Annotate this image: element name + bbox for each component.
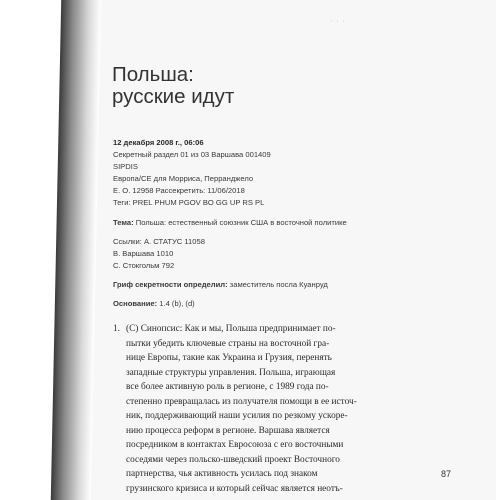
paragraph-line: грузинского кризиса и который сейчас является неотъ-	[126, 483, 343, 494]
cable-metadata	[113, 137, 463, 310]
cable-classified-by	[113, 279, 463, 291]
paragraph-line: все более активную роль в регионе, с 1989 года по-	[126, 382, 329, 392]
cable-ref-b: В. Варшава 1010	[113, 248, 174, 258]
cable-subject	[113, 217, 463, 229]
paragraph-line: соседями через польско-шведский проект Восточного	[126, 454, 340, 465]
meta-gap	[113, 210, 463, 217]
paragraph-line: нию процесса реформ в регионе. Варшава является	[126, 425, 330, 436]
page-number: 87	[441, 469, 452, 479]
cable-classification-section: Секретный раздел 01 из 03 Варшава 001409	[113, 150, 271, 160]
paragraph-line: посредником в контактах Евросоюза с его восточными	[126, 440, 344, 450]
cable-ref-c: С. Стокгольм 792	[113, 260, 175, 270]
body-paragraph	[113, 322, 453, 496]
chapter-title-line-1: Польша:	[112, 63, 194, 86]
cable-date: 12 декабря 2008 г., 06:06	[113, 138, 204, 147]
paragraph-line: партнерства, чья активность усилась под знаком	[126, 469, 318, 479]
paragraph-number: 1.	[113, 324, 120, 334]
subject-value: Польша: естественный союзник США в восточной политике	[133, 217, 347, 227]
meta-gap	[113, 272, 463, 279]
reason-value: 1.4 (b), (d)	[157, 299, 195, 309]
classified-by-value: заместитель посла Куанруд	[227, 279, 328, 289]
cable-reason	[113, 298, 463, 310]
chapter-title-line-2: русские идут	[112, 85, 235, 108]
running-header: · · ·	[330, 18, 346, 25]
cable-sipdis: SIPDIS	[113, 162, 138, 172]
meta-gap	[113, 229, 463, 236]
cable-tags: Теги: PREL PHUM PGOV BO GG UP RS PL	[113, 198, 265, 208]
meta-gap	[113, 291, 463, 298]
paragraph-line: степенно превращалась из получателя помощи в ее источ-	[126, 396, 357, 407]
paragraph-line: западные структуры управления. Польша, играющая	[126, 367, 336, 378]
paragraph-line: нице Европы, такие как Украина и Грузия, перенять	[126, 353, 332, 363]
paragraph-line: ник, поддерживающий наши усилия по резкому ускоре-	[126, 411, 348, 421]
classified-by-label: Гриф секретности определил:	[113, 279, 228, 289]
paragraph-line: пытки убедить ключевые страны на восточной гра-	[126, 338, 330, 349]
chapter-title	[112, 64, 234, 108]
subject-label: Тема:	[113, 217, 134, 227]
paragraph-line: (С) Синопсис: Как и мы, Польша предпринимает по-	[126, 324, 336, 334]
cable-eo: Е. О. 12958 Рассекретить: 11/06/2018	[113, 186, 245, 196]
cable-recipient: Европа/СЕ для Морриса, Перранджело	[113, 174, 254, 184]
reason-label: Основание:	[113, 299, 158, 309]
cable-ref-a: Ссылки: А. СТАТУС 11058	[113, 236, 205, 246]
